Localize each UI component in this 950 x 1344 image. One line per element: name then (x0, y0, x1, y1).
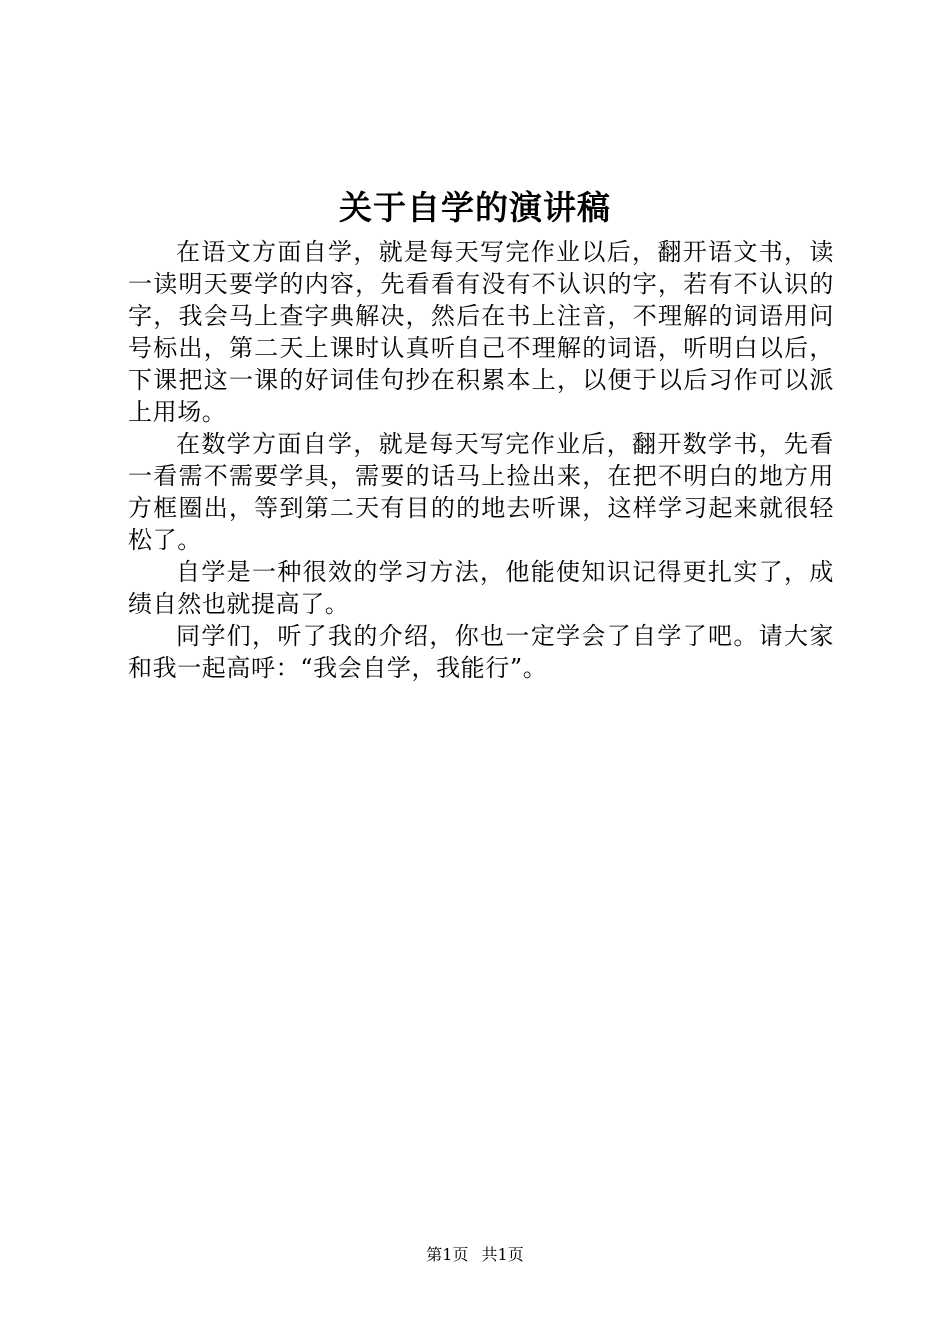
page-total: 共1页 (481, 1245, 524, 1264)
page-footer (0, 1244, 950, 1266)
paragraph-self-study-benefit: 自学是一种很效的学习方法，他能使知识记得更扎实了，成绩自然也就提高了。 (128, 558, 834, 618)
document-title: 关于自学的演讲稿 (339, 188, 611, 227)
page-number: 第1页 (426, 1245, 469, 1264)
document-body (128, 236, 834, 684)
paragraph-closing: 同学们，听了我的介绍，你也一定学会了自学了吧。请大家和我一起高呼：“我会自学，我能行”。 (128, 622, 834, 682)
paragraph-chinese-study: 在语文方面自学，就是每天写完作业以后，翻开语文书，读一读明天要学的内容，先看看有没有不认识的字，若有不认识的字，我会马上查字典解决，然后在书上注音，不理解的词语用问号标出，第二天上课时认真听自己不理解的词语，听明白以后，下课把这一课的好词佳句抄在积累本上，以便于以后习作可以派上用场。 (128, 238, 834, 426)
paragraph-math-study: 在数学方面自学，就是每天写完作业后，翻开数学书，先看一看需不需要学具，需要的话马上捡出来，在把不明白的地方用方框圈出，等到第二天有目的的地去听课，这样学习起来就很轻松了。 (128, 430, 834, 554)
